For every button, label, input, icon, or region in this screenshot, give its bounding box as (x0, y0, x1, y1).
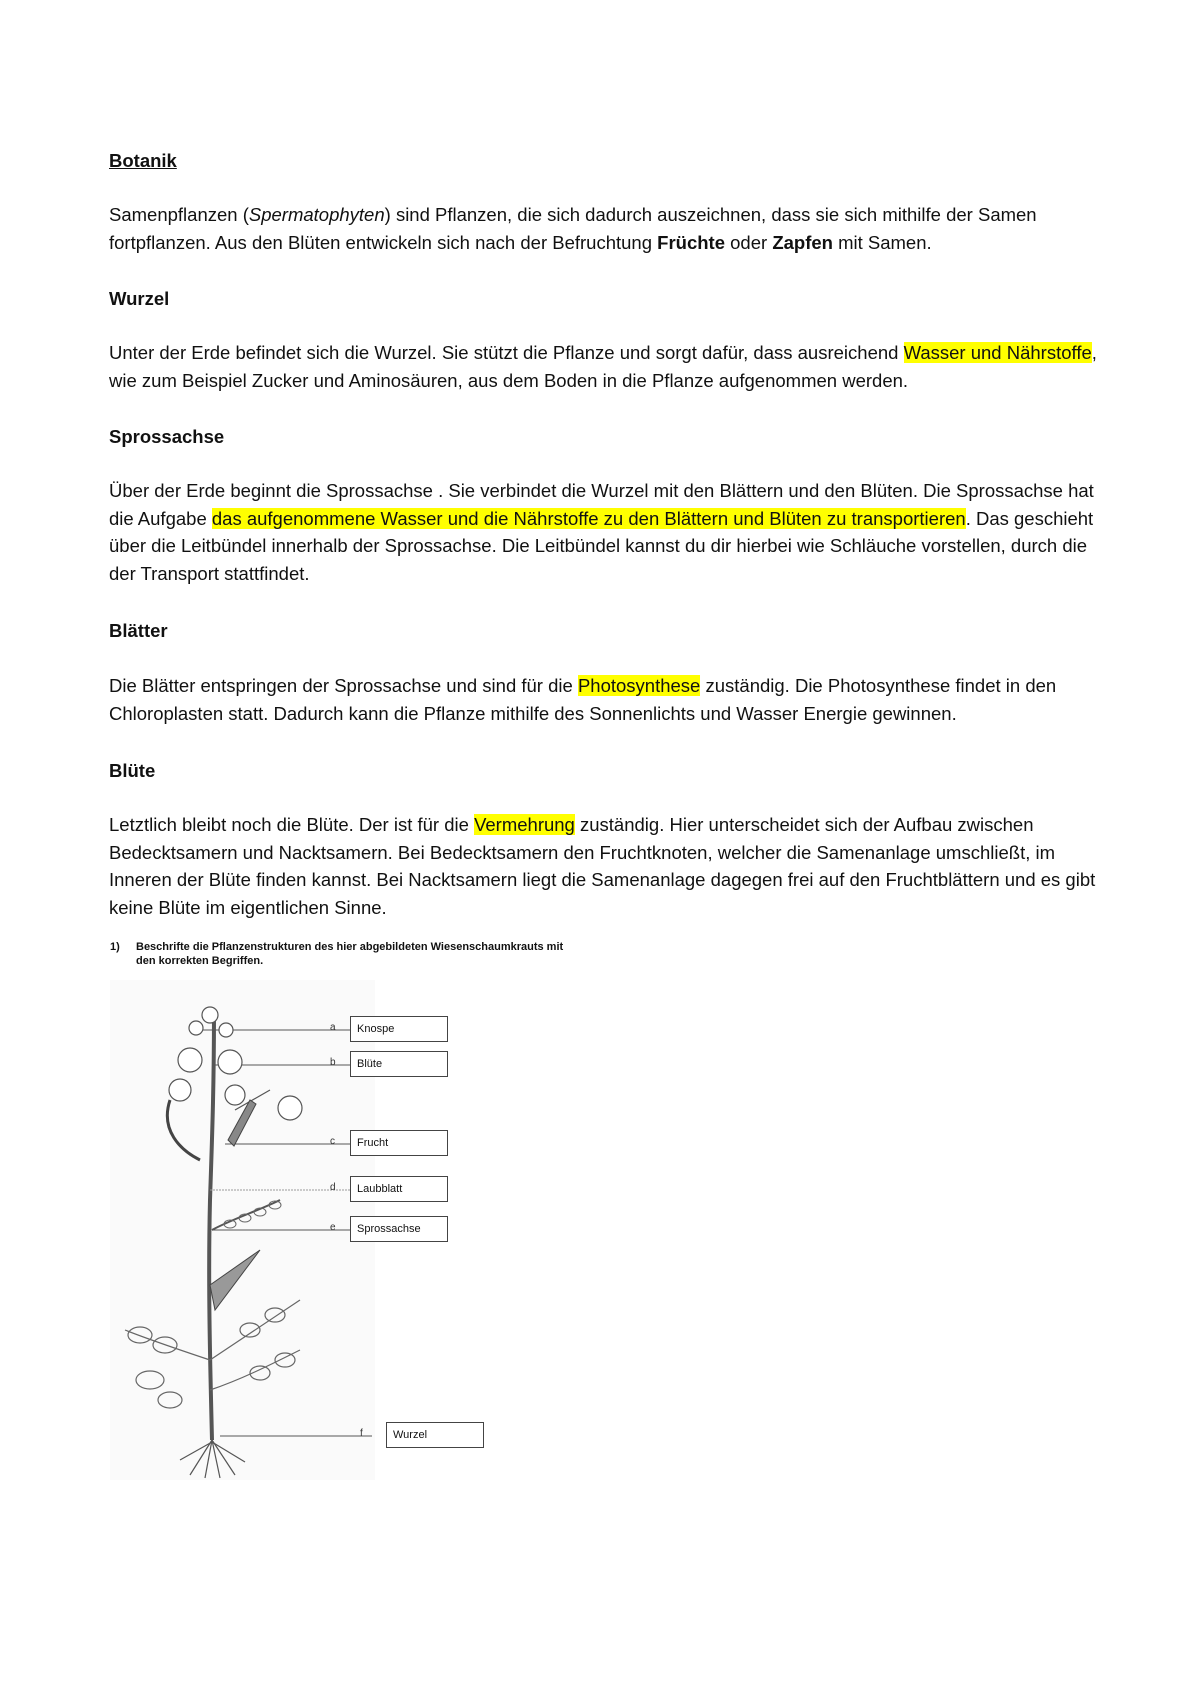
highlight-transport: das aufgenommene Wasser und die Nährstoffe zu den Blättern und Blüten zu transportieren (211, 507, 966, 529)
plant-figure (110, 940, 590, 1480)
wurzel-paragraph: Unter der Erde befindet sich die Wurzel. Sie stützt die Pflanze und sorgt dafür, dass ausreichend Wasser und Nährstoffe, wie zum Beispiel Zucker und Aminosäuren, aus dem Boden in die Pflanze aufgenommen werden. (109, 342, 1097, 391)
label-box-e[interactable]: Sprossachse (350, 1216, 448, 1242)
label-box-c[interactable]: Frucht (350, 1130, 448, 1156)
document-title: Botanik (109, 150, 177, 171)
highlight-wasser-naehrstoffe: Wasser und Nährstoffe (903, 342, 1092, 363)
highlight-photosynthese: Photosynthese (577, 675, 701, 696)
label-letter-f: f (360, 1428, 363, 1439)
label-letter-e: e (330, 1222, 336, 1233)
term-zapfen: Zapfen (772, 231, 833, 253)
blaetter-paragraph: Die Blätter entspringen der Sprossachse und sind für die Photosynthese zuständig. Die Photosynthese findet in den Chloroplasten statt. Dadurch kann die Pflanze mithilfe des Sonnenlichts und Wasser Energie gewinnen. (109, 675, 1057, 724)
bluete-paragraph: Letztlich bleibt noch die Blüte. Der ist für die Vermehrung zuständig. Hier unterscheidet sich der Aufbau zwischen Bedecktsamern und Nacktsamern. Bei Bedecktsamern den Fruchtknoten, welcher die Samenanlage umschließt, im Inneren der Blüte finden kannst. Bei Nacktsamern liegt die Samenanlage dagegen frei auf den Fruchtblättern und es gibt keine Blüte im eigentlichen Sinne. (109, 814, 1096, 918)
label-box-f[interactable]: Wurzel (386, 1422, 484, 1448)
label-letter-d: d (330, 1182, 336, 1193)
label-box-d[interactable]: Laubblatt (350, 1176, 448, 1202)
latin-term: Spermatophyten (248, 204, 385, 225)
heading-blaetter: Blätter (109, 620, 168, 641)
heading-wurzel: Wurzel (109, 288, 170, 309)
term-fruechte: Früchte (657, 231, 725, 253)
intro-paragraph: Samenpflanzen (Spermatophyten) sind Pflanzen, die sich dadurch auszeichnen, dass sie sich mithilfe der Samen fortpflanzen. Aus den Blüten entwickeln sich nach der Befruchtung Früchte oder Zapfen mit Samen. (109, 204, 1037, 253)
figure-instruction: 1) Beschrifte die Pflanzenstrukturen des hier abgebildeten Wiesenschaumkrauts mit den korrekten Begriffen. (110, 941, 564, 967)
highlight-vermehrung: Vermehrung (474, 814, 575, 835)
sprossachse-paragraph: Über der Erde beginnt die Sprossachse . Sie verbindet die Wurzel mit den Blättern und den Blüten. Die Sprossachse hat die Aufgabe das aufgenommene Wasser und die Nährstoffe zu den Blättern und Blüten zu transportieren. Das geschieht über die Leitbündel innerhalb der Sprossachse. Die Leitbündel kannst du dir hierbei wie Schläuche vorstellen, durch die der Transport stattfindet. (109, 480, 1094, 584)
label-box-a[interactable]: Knospe (350, 1016, 448, 1042)
task-number: 1) (110, 941, 120, 953)
heading-bluete: Blüte (109, 760, 156, 781)
label-letter-a: a (330, 1022, 336, 1033)
label-letter-c: c (330, 1136, 335, 1147)
label-box-b[interactable]: Blüte (350, 1051, 448, 1077)
label-letter-b: b (330, 1057, 336, 1068)
heading-sprossachse: Sprossachse (109, 426, 225, 447)
